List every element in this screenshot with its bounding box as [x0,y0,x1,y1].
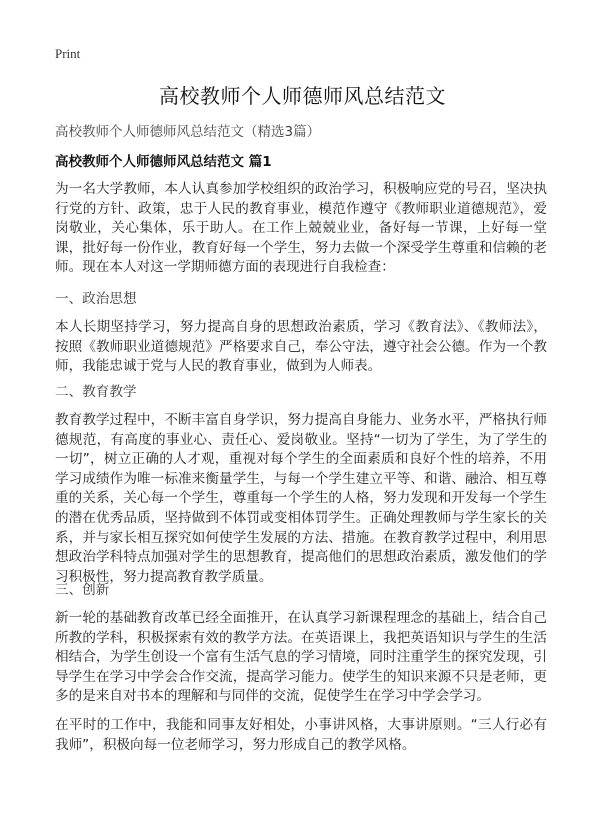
heading-political: 一、政治思想 [55,291,137,307]
heading-teaching: 二、教育教学 [55,384,137,400]
closing-paragraph: 在平时的工作中，我能和同事友好相处，小事讲风格，大事讲原则。“三人行必有我师”，积极向每一位老师学习，努力形成自己的教学风格。 [55,717,547,753]
intro-paragraph: 为一名大学教师，本人认真参加学校组织的政治学习，积极响应党的号召，坚决执行党的方针、政策，忠于人民的教育事业，模范作遵守《教师职业道德规范》，爱岗敬业，关心集体，乐于助人。在工作上兢兢业业，备好每一节课，上好每一堂课，批好每一份作业，教育好每一个学生，努力去做一个深受学生尊重和信赖的老师。现在本人对这一学期师德方面的表现进行自我检查： [55,181,547,276]
paragraph-teaching: 教育教学过程中，不断丰富自身学识，努力提高自身能力、业务水平，严格执行师德规范，有高度的事业心、责任心、爱岗敬业。坚持“一切为了学生，为了学生的一切”，树立正确的人才观，重视对每个学生的全面素质和良好个性的培养，不用学习成绩作为唯一标准来衡量学生，与每一个学生建立平等、和谐、融洽、相互尊重的关系，关心每一个学生，尊重每一个学生的人格，努力发现和开发每一个学生的潜在优秀品质，坚持做到不体罚或变相体罚学生。正确处理教师与学生家长的关系，并与家长相互探究如何使学生发展的方法、措施。在教育教学过程中，利用思想政治学科特点加强对学生的思想教育，提高他们的思想政治素质，激发他们的学习积极性，努力提高教育教学质量。 [55,412,547,585]
paragraph-innovation: 新一轮的基础教育改革已经全面推开，在认真学习新课程理念的基础上，结合自己所教的学科，积极探索有效的教学方法。在英语课上，我把英语知识与学生的生活相结合，为学生创设一个富有生活气息的学习情境，同时注重学生的探究发现，引导学生在学习中学会合作交流，提高学习能力。使学生的知识来源不只是老师，更多的是来自对书本的理解和与同伴的交流，促使学生在学习中学会学习。 [55,610,547,705]
section-title: 高校教师个人师德师风总结范文 篇1 [55,154,272,170]
print-link[interactable]: Print [55,46,81,61]
paragraph-political: 本人长期坚持学习，努力提高自身的思想政治素质，学习《教育法》、《教师法》，按照《教师职业道德规范》严格要求自己，奉公守法，遵守社会公德。作为一个教师，我能忠诚于党与人民的教育事业，做到为人师表。 [55,319,547,375]
page-title: 高校教师个人师德师风总结范文 [159,84,446,108]
document-subtitle: 高校教师个人师德师风总结范文（精选3篇） [55,124,321,140]
heading-innovation: 三、创新 [55,582,110,598]
